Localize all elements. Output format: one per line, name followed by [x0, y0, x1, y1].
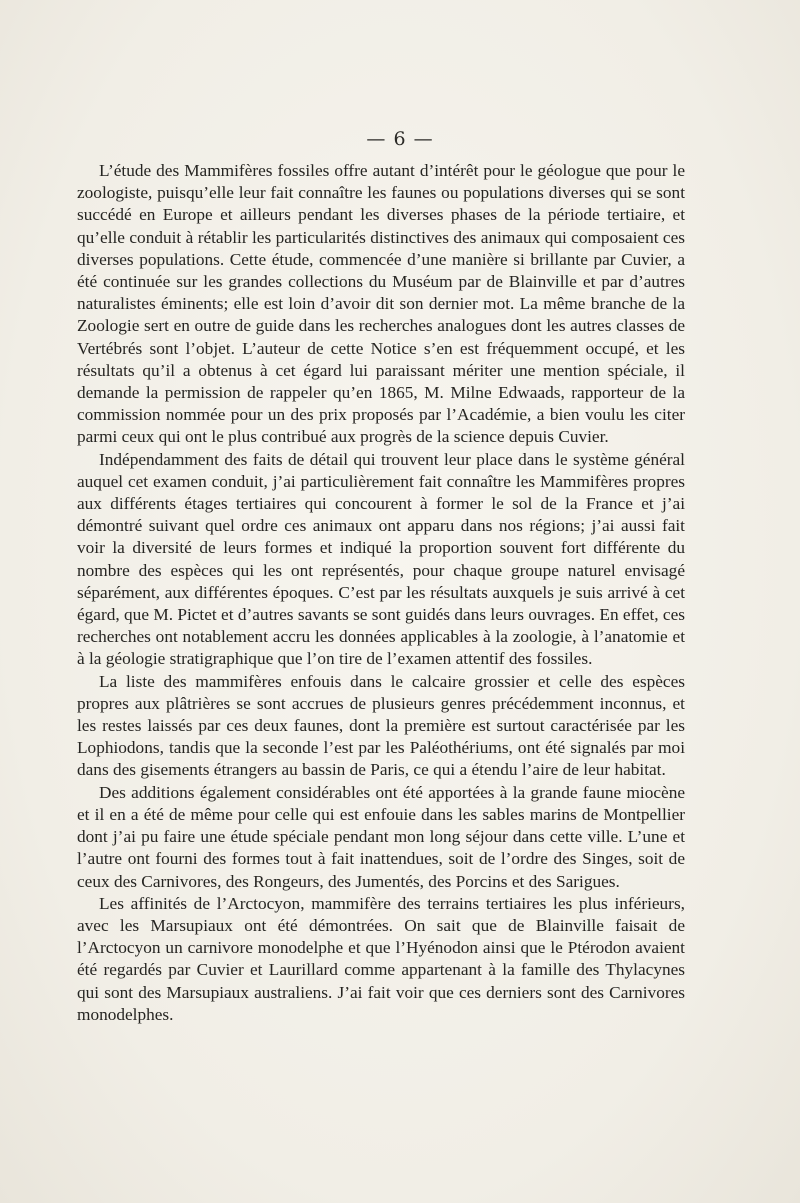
- paragraph: Des additions également considérables ont été apportées à la grande faune miocène et il en a été de même pour celle qui est enfouie dans les sables marins de Montpellier dont j’ai pu faire une étude spéciale pendant mon long séjour dans cette ville. L’une et l’autre ont fourni des formes tout à fait inattendues, soit de l’ordre des Singes, soit de ceux des Carnivores, des Rongeurs, des Jumentés, des Porcins et des Sarigues.: [77, 782, 685, 891]
- paragraph: La liste des mammifères enfouis dans le calcaire grossier et celle des espèces propres aux plâtrières se sont accrues de plusieurs genres précédemment inconnus, et les restes laissés par ces deux faunes, dont la première est surtout caractérisée par les Lophiodons, tandis que la seconde l’est par les Paléothériums, ont été signalés par moi dans des gisements étrangers au bassin de Paris, ce qui a étendu l’aire de leur habitat.: [77, 671, 685, 780]
- page-number: — 6 —: [366, 128, 434, 150]
- paragraph: L’étude des Mammifères fossiles offre autant d’intérêt pour le géologue que pour le zoologiste, puisqu’elle leur fait connaître les faunes ou populations diverses qui se sont succédé en Europe et ailleurs pendant les diverses phases de la période tertiaire, et qu’elle conduit à rétablir les particularités distinctives des animaux qui composaient ces diverses populations. Cette étude, commencée d’une manière si brillante par Cuvier, a été continuée sur les grandes collections du Muséum par de Blainville et par d’autres naturalistes éminents; elle est loin d’avoir dit son dernier mot. La même branche de la Zoologie sert en outre de guide dans les recherches analogues dont les autres classes de Vertébrés sont l’objet. L’auteur de cette Notice s’en est fréquemment occupé, et les résultats qu’il a obtenus à cet égard lui paraissant mériter une mention spéciale, il demande la permission de rappeler qu’en 1865, M. Milne Edwaads, rapporteur de la commission nommée pour un des prix proposés par l’Académie, a bien voulu les citer parmi ceux qui ont le plus contribué aux progrès de la science depuis Cuvier.: [77, 161, 685, 447]
- paragraph: Indépendamment des faits de détail qui trouvent leur place dans le système général auquel cet examen conduit, j’ai particulièrement fait connaître les Mammifères propres aux différents étages tertiaires qui concourent à former le sol de la France et j’ai démontré suivant quel ordre ces animaux ont apparu dans nos régions; j’ai aussi fait voir la diversité de leurs formes et indiqué la proportion souvent fort différente du nombre des espèces qui les ont représentés, pour chaque groupe naturel envisagé séparément, aux différentes époques. C’est par les résultats auxquels je suis arrivé à cet égard, que M. Pictet et d’autres savants se sont guidés dans leurs ouvrages. En effet, ces recherches ont notablement accru les données applicables à la zoologie, à l’anatomie et à la géologie stratigraphique que l’on tire de l’examen attentif des fossiles.: [77, 449, 685, 669]
- paragraph: Les affinités de l’Arctocyon, mammifère des terrains tertiaires les plus inférieurs, avec les Marsupiaux ont été démontrées. On sait que de Blainville faisait de l’Arctocyon un carnivore monodelphe et que l’Hyénodon ainsi que le Ptérodon avaient été regardés par Cuvier et Laurillard comme appartenant à la famille des Thylacynes qui sont des Marsupiaux australiens. J’ai fait voir que ces derniers sont des Carnivores monodelphes.: [77, 893, 685, 1024]
- body-text: [77, 160, 685, 1026]
